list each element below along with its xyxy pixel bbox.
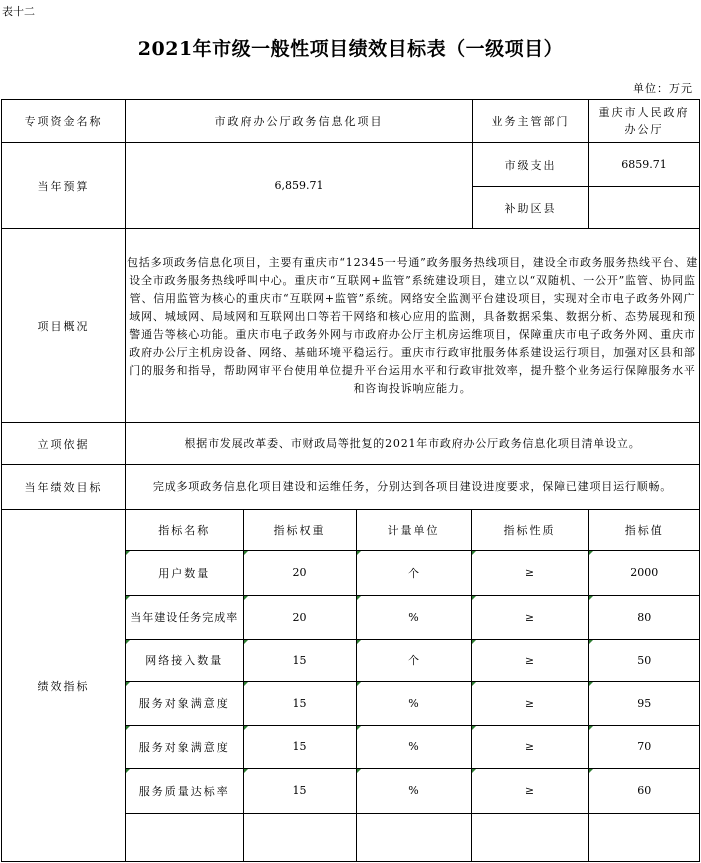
indicator-nature: ≥ [471,639,588,681]
dept-value: 重庆市人民政府办公厅 [589,100,700,143]
district-subsidy-label: 补助区县 [473,187,589,229]
overview-text: 包括多项政务信息化项目，主要有重庆市“12345一号通”政务服务热线项目，建设全市政务服务热线平台、建设全市政务服务热线呼叫中心。重庆市“互联网+监管”系统建设项目，建立以“双随机、一公开”监管、协同监管、信用监管为核心的重庆市“互联网+监管”系统。网络安全监测平台建设项目，实现对全市电子政务外网广域网、城域网、局域网和互联网出口等若干网络和核心应用的监测，具备数据采集、数据分析、态势展现和预警通告等核心功能。重庆市电子政务外网与市政府办公厅主机房运维项目，保障重庆市电子政务外网、重庆市政府办公厅主机房设备、网络、基础环境平稳运行。重庆市行政审批服务体系建设运行项目，加强对区县和部门的服务和指导，帮助网审平台使用单位提升平台运用水平和行政审批效率，提升整个业务运行保障服务水平和咨询投诉响应能力。 [126,229,700,423]
indicator-nature [471,813,588,861]
table-number: 表十二 [2,5,35,18]
cell-marker [126,726,130,730]
indicator-weight: 15 [243,639,356,681]
cell-marker [357,640,361,644]
cell-marker [589,551,593,555]
cell-marker [244,551,248,555]
indicator-weight: 15 [243,681,356,725]
table-row [126,550,700,595]
cell-marker [589,726,593,730]
budget-value: 6,859.71 [126,143,473,229]
dept-label: 业务主管部门 [473,100,589,143]
indicator-weight: 15 [243,768,356,813]
indicator-weight: 20 [243,595,356,639]
indicator-unit: % [356,595,471,639]
indicator-weight: 15 [243,725,356,768]
indicator-nature: ≥ [471,681,588,725]
cell-marker [357,769,361,773]
indicator-unit [356,813,471,861]
indicator-name: 用户数量 [126,550,243,595]
cell-marker [589,769,593,773]
performance-target-table [1,99,700,862]
indicator-value: 50 [588,639,700,681]
indicator-value: 70 [588,725,700,768]
indicator-unit: 个 [356,550,471,595]
indicator-value: 2000 [588,550,700,595]
cell-marker [244,682,248,686]
indicator-weight: 20 [243,550,356,595]
indicator-value: 60 [588,768,700,813]
header-measure-unit: 计量单位 [356,510,471,550]
header-indicator-value: 指标值 [588,510,700,550]
indicators-cell [126,510,700,862]
header-indicator-name: 指标名称 [126,510,243,550]
cell-marker [589,682,593,686]
indicator-nature: ≥ [471,595,588,639]
cell-marker [472,769,476,773]
indicator-name: 服务质量达标率 [126,768,243,813]
page-title: 2021年市级一般性项目绩效目标表（一级项目） [137,38,564,60]
indicator-name [126,813,243,861]
cell-marker [244,769,248,773]
table-row [126,595,700,639]
city-expense-label: 市级支出 [473,143,589,187]
indicator-value: 80 [588,595,700,639]
basis-text: 根据市发展改革委、市财政局等批复的2021年市政府办公厅政务信息化项目清单设立。 [126,423,700,465]
cell-marker [357,551,361,555]
indicator-weight [243,813,356,861]
city-expense-value: 6859.71 [589,143,700,187]
cell-marker [126,551,130,555]
fund-name-value: 市政府办公厅政务信息化项目 [126,100,473,143]
indicator-name: 当年建设任务完成率 [126,595,243,639]
district-subsidy-value [589,187,700,229]
indicator-name: 服务对象满意度 [126,725,243,768]
overview-label: 项目概况 [2,229,126,423]
cell-marker [126,596,130,600]
cell-marker [126,769,130,773]
indicators-label: 绩效指标 [2,510,126,862]
indicator-nature: ≥ [471,550,588,595]
cell-marker [472,640,476,644]
header-indicator-nature: 指标性质 [471,510,588,550]
indicator-nature: ≥ [471,725,588,768]
goal-label: 当年绩效目标 [2,465,126,510]
indicator-unit: % [356,681,471,725]
indicator-nature: ≥ [471,768,588,813]
budget-label: 当年预算 [2,143,126,229]
indicator-name: 网络接入数量 [126,639,243,681]
indicators-table [126,510,700,861]
table-row [126,681,700,725]
basis-label: 立项依据 [2,423,126,465]
cell-marker [244,596,248,600]
header-indicator-weight: 指标权重 [243,510,356,550]
table-row [126,639,700,681]
cell-marker [589,640,593,644]
cell-marker [472,726,476,730]
cell-marker [244,726,248,730]
table-row [126,725,700,768]
cell-marker [357,596,361,600]
indicator-value [588,813,700,861]
table-row [126,813,700,861]
cell-marker [472,682,476,686]
cell-marker [589,596,593,600]
indicator-unit: 个 [356,639,471,681]
indicator-unit: % [356,768,471,813]
table-row [126,768,700,813]
cell-marker [244,640,248,644]
cell-marker [126,682,130,686]
cell-marker [357,726,361,730]
indicator-value: 95 [588,681,700,725]
indicator-name: 服务对象满意度 [126,681,243,725]
cell-marker [472,551,476,555]
unit-label: 单位：万元 [633,82,693,95]
indicator-unit: % [356,725,471,768]
goal-text: 完成多项政务信息化项目建设和运维任务，分别达到各项目建设进度要求，保障已建项目运行顺畅。 [126,465,700,510]
cell-marker [126,640,130,644]
fund-name-label: 专项资金名称 [2,100,126,143]
cell-marker [472,596,476,600]
cell-marker [357,682,361,686]
